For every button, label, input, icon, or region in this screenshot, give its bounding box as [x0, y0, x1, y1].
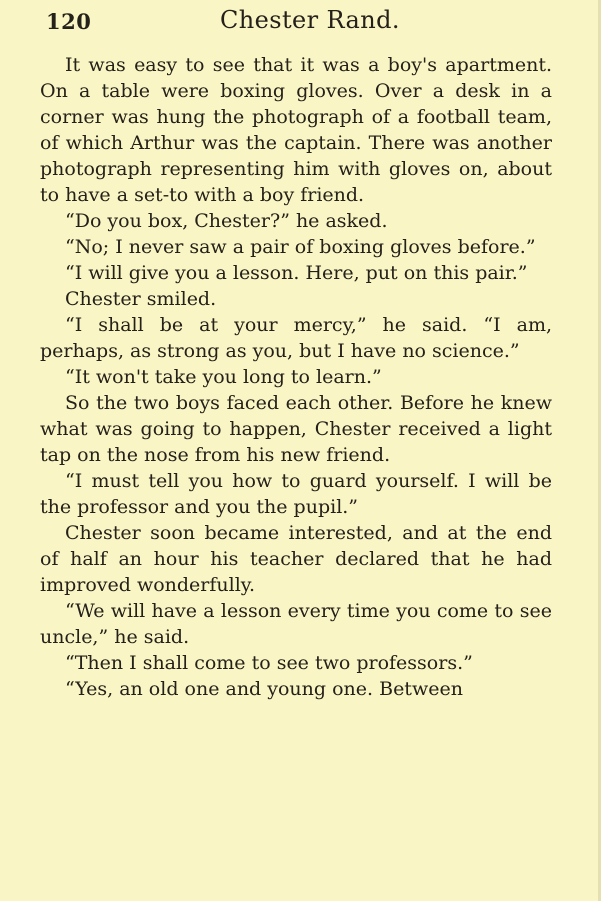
- paragraph: “I will give you a lesson. Here, put on this pair.”: [65, 262, 528, 284]
- paragraph: “It won't take you long to learn.”: [65, 366, 382, 388]
- paragraph: Chester soon became interested, and at the end of half an hour his teacher declared that he had improved wonderfully.: [40, 522, 552, 596]
- running-title: Chester Rand.: [220, 6, 400, 34]
- paragraph: “Yes, an old one and young one. Between: [65, 678, 463, 700]
- paragraph: “I shall be at your mercy,” he said. “I am, perhaps, as strong as you, but I have no science.”: [40, 314, 552, 362]
- paragraph: “Then I shall come to see two professors.”: [65, 652, 473, 674]
- paragraph: “I must tell you how to guard yourself. I will be the professor and you the pupil.”: [40, 470, 552, 518]
- page-number: 120: [46, 9, 92, 34]
- paragraph: It was easy to see that it was a boy's apartment. On a table were boxing gloves. Over a desk in a corner was hung the photograph of a football team, of which Arthur was the captain. There was another photograph representing him with gloves on, about to have a set-to with a boy friend.: [40, 54, 552, 206]
- paragraph: “Do you box, Chester?” he asked.: [65, 210, 388, 232]
- paragraph: “We will have a lesson every time you come to see uncle,” he said.: [40, 600, 552, 648]
- body-text: [40, 52, 552, 702]
- paragraph: “No; I never saw a pair of boxing gloves before.”: [65, 236, 536, 258]
- paragraph: Chester smiled.: [65, 288, 217, 310]
- paragraph: So the two boys faced each other. Before he knew what was going to happen, Chester received a light tap on the nose from his new friend.: [40, 392, 552, 466]
